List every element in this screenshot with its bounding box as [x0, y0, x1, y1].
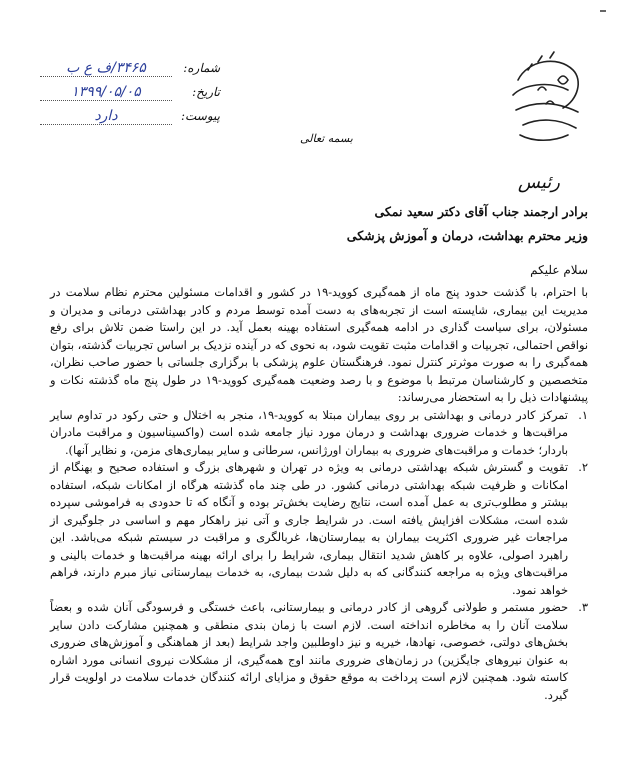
list-item: [50, 599, 588, 704]
item-number: ۱.: [578, 407, 588, 422]
corner-mark: [600, 10, 606, 12]
item-text: تقویت و گسترش شبکه بهداشتی درمانی به ویژه در تهران و شهرهای بزرگ و استفاده صحیح و بهنگام از امکانات و ظرفیت شبکه بهداشتی درمانی کشور. در طی چند ماه گذشته هرگاه از امکانات شبکه، استفاده بیشتر و مطلوب‌تری به عمل آمده است، نتایج رضایت بخش‌تر بوده و آنگاه که تا حدودی به فراموشی سپرده شده است، مشکلات افزایش یافته است. در شرایط جاری و آتی نیز راهکار مهم و اساسی در جلوگیری از مراجعات غیر ضروری اکثریت بیماران به بیمارستان‌ها، غربالگری و مراقبت در سیستم شبکه می‌باشد. این راهبرد اصولی، علاوه بر کاهش شدید انتقال بیماری، شرایط را برای ارائه بهینه مراقبت‌ها و خدمات بالینی و مراقبت‌های ویژه به مراجعه کنندگانی که به دلیل شدت بیماری، به خدمات بیمارستانی نیاز مبرم دارند، فراهم خواهد نمود.: [50, 460, 568, 597]
list-item: [50, 407, 588, 460]
bismillah: بسمه تعالی: [300, 132, 353, 145]
ref-number-row: [40, 60, 220, 84]
addressee-line-1: برادر ارجمند جناب آقای دکتر سعید نمکی: [374, 204, 588, 219]
addressee-line-2: وزیر محترم بهداشت، درمان و آموزش پزشکی: [346, 228, 588, 243]
date-value: ۱۳۹۹/۰۵/۰۵: [40, 84, 172, 101]
list-item: [50, 459, 588, 599]
item-number: ۳.: [578, 600, 588, 614]
letter-body: [50, 284, 588, 704]
reference-block: [40, 60, 220, 132]
signatory-title: رئیس: [517, 172, 560, 193]
academy-logo-icon: [498, 40, 588, 150]
item-text: تمرکز کادر درمانی و بهداشتی بر روی بیماران مبتلا به کووید-۱۹، منجر به اختلال و حتی رکود در تداوم سایر مراقبت‌ها و خدمات ضروری بهداشت و درمان مورد نیاز جامعه شده است (واکسیناسیون و مراقبت مادران باردار؛ خدمات و مراقبت‌های ضروری به بیماران اورژانس، سرطانی و سایر بیماری‌های مزمن، و نظایر آنها).: [50, 407, 568, 457]
addressee: [347, 200, 588, 248]
attachment-row: [40, 108, 220, 132]
attachment-value: دارد: [40, 108, 172, 125]
date-label: تاریخ:: [192, 85, 220, 99]
greeting: سلام علیکم: [530, 263, 588, 277]
attachment-label: پیوست:: [180, 109, 220, 123]
item-text: حضور مستمر و طولانی گروهی از کادر درمانی و بیمارستانی، باعث خستگی و فرسودگی آنان شده و بعضاً سلامت آنان را به مخاطره انداخته است. لازم است با زمان بندی منطقی و همچنین مشارکت دادن سایر بخش‌های دولتی، خصوصی، نهادها، خیریه و نیز داوطلبین واجد شرایط (بعد از هماهنگی و آموزش‌های ضروری به عنوان نیروهای جایگزین) در زمان‌های ضروری مانند اوج همه‌گیری، از مشکلات نیروی انسانی مورد اشاره کاسته شود. همچنین لازم است پرداخت به موقع حقوق و مزایای ارائه کنندگان خدمات سلامت در اولویت قرار گیرد.: [50, 600, 568, 702]
ref-number-label: شماره:: [183, 61, 220, 75]
intro-paragraph: با احترام، با گذشت حدود پنج ماه از همه‌گیری کووید-۱۹ در کشور و اقدامات مسئولین محترم نظام سلامت در مدیریت این بیماری، شایسته است از تجربه‌های به دست آمده توسط مردم و کادر بهداشتی درمانی و مدیران و مسئولان، برای سیاست گذاری در ادامه همه‌گیری استفاده بهینه بعمل آید. در این راستا ضمن تلاش برای رفع نواقص احتمالی، تجربیات و اقدامات مثبت تقویت شود، به نحوی که در آینده نزدیک بر اساس تجربیات گذشته، بتوان همه‌گیری را به صورت موثرتر کنترل نمود. فرهنگستان علوم پزشکی با برگزاری جلساتی با حضور صاحب نظران، متخصصین و کارشناسان مرتبط با موضوع و با رصد وضعیت همه‌گیری کووید-۱۹ در طول پنج ماه گذشته نکات و پیشنهادات ذیل را به استحضار می‌رساند:: [50, 285, 588, 404]
item-number: ۲.: [578, 460, 588, 474]
date-row: [40, 84, 220, 108]
ref-number-value: ۳۴۶۵/ف ع ب: [40, 60, 172, 77]
